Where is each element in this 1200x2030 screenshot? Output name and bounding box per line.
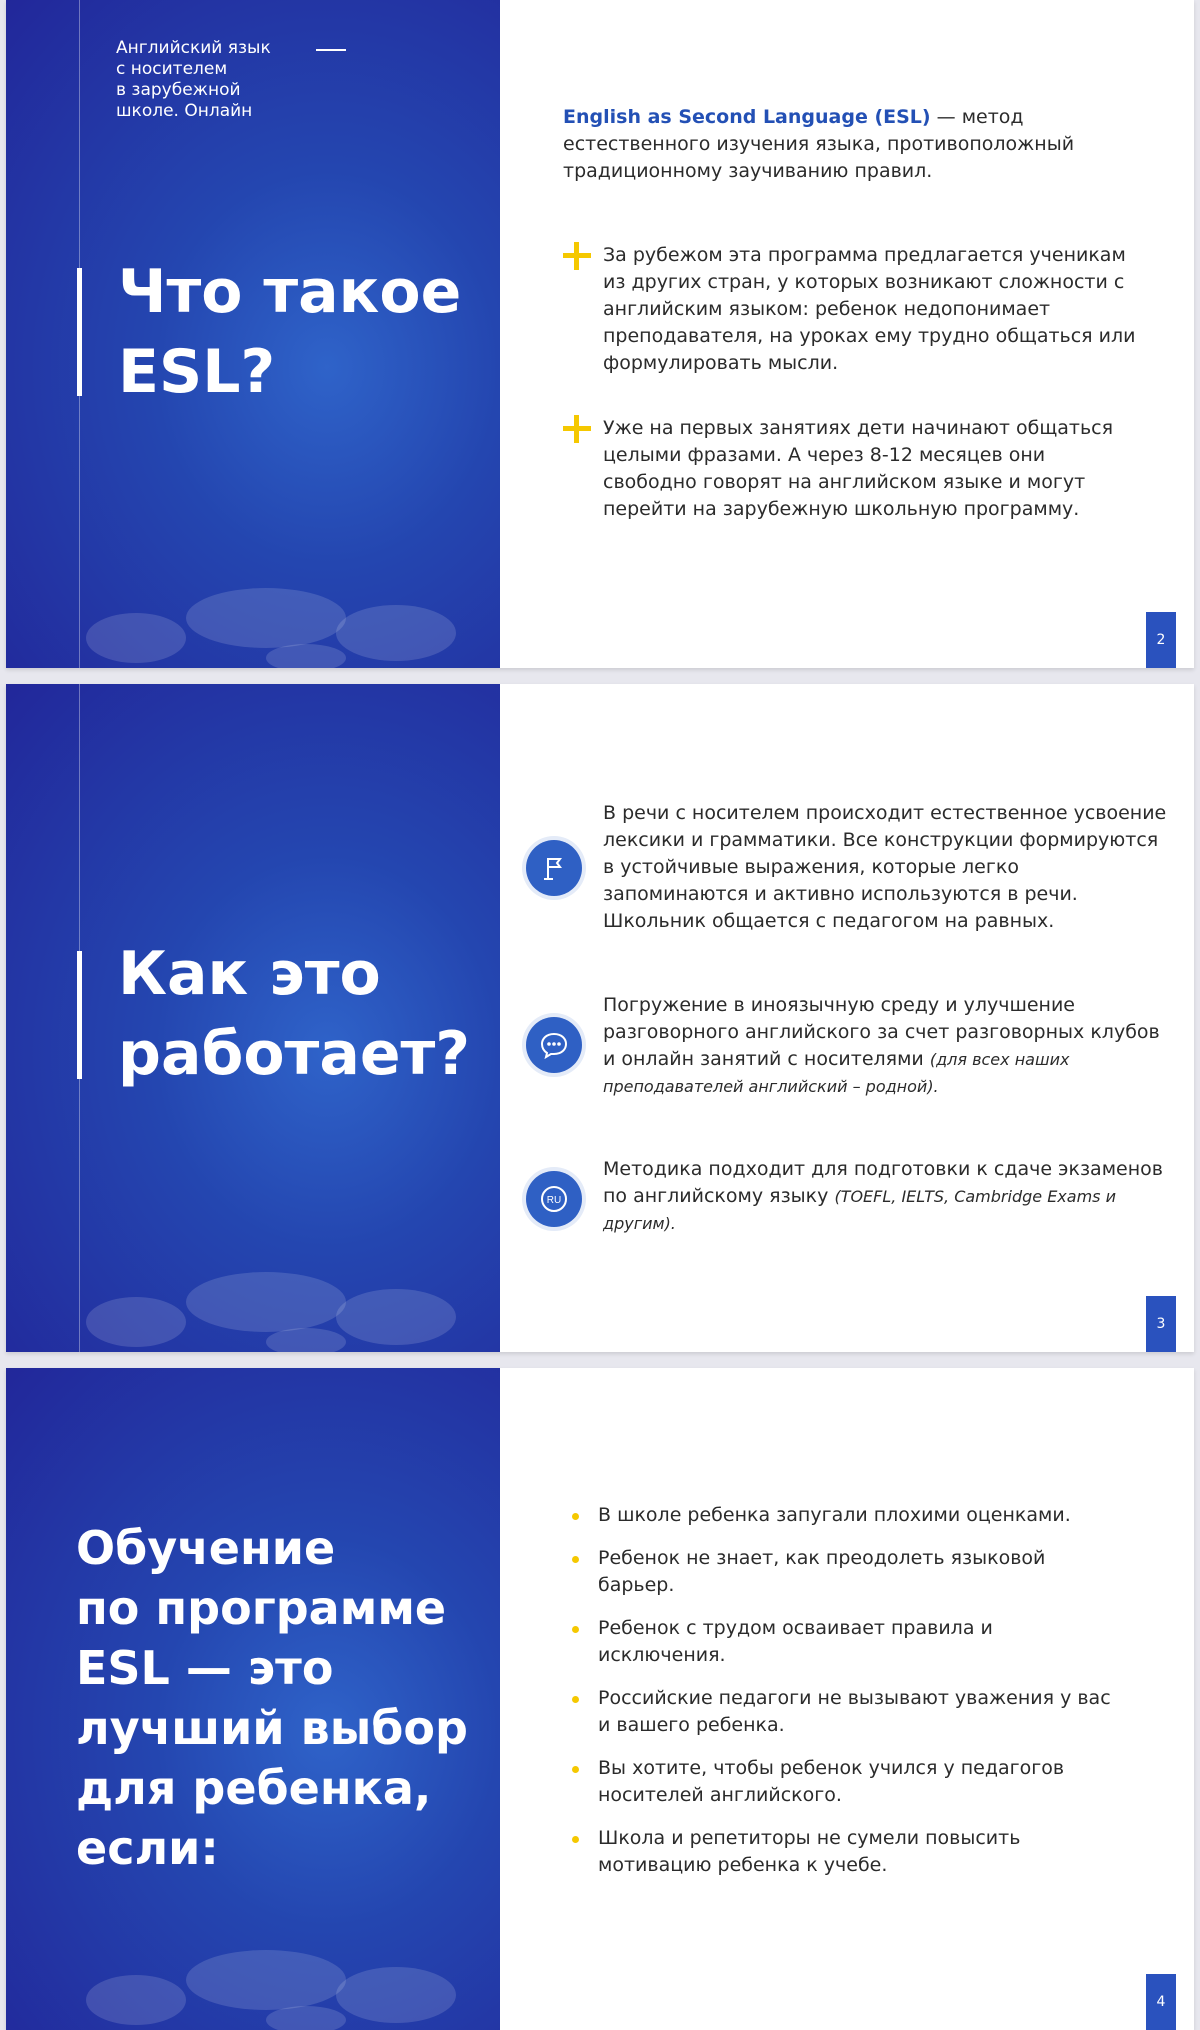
chat-bubble-icon xyxy=(526,1017,582,1073)
title-line: ESL — это xyxy=(76,1641,334,1695)
list-item: Ребенок не знает, как преодолеть языковой барьер. xyxy=(566,1545,1126,1599)
feature-text xyxy=(603,992,1168,1100)
feature-note: (TOEFL, IELTS, Cambridge Exams и другим). xyxy=(603,1187,1116,1233)
title-line: работает? xyxy=(118,1019,471,1089)
feature-note: (для всех наших преподавателей английский – родной). xyxy=(603,1050,1070,1096)
plus-icon xyxy=(563,415,591,443)
title-line: если: xyxy=(76,1821,219,1875)
feature-text xyxy=(603,800,1168,935)
reasons-list xyxy=(566,1502,1126,1879)
title-accent-bar xyxy=(77,951,82,1079)
slide-how-it-works xyxy=(6,684,1194,1352)
intro-paragraph xyxy=(563,104,1153,185)
title-line: лучший выбор xyxy=(76,1701,468,1755)
feature-main-text: В речи с носителем происходит естественное усвоение лексики и грамматики. Все конструкции формируются в устойчивые выражения, которые легко запоминаются и активно используются в речи. Школьник общается с педагогом на равных. xyxy=(603,802,1167,932)
title-line: по программе xyxy=(76,1581,447,1635)
title-line: Обучение xyxy=(76,1521,336,1575)
title-accent-bar xyxy=(77,268,82,396)
header-caption xyxy=(116,38,306,122)
page-number: 4 xyxy=(1146,1974,1176,2030)
list-item: Российские педагоги не вызывают уважения у вас и вашего ребенка. xyxy=(566,1685,1126,1739)
list-item: Ребенок с трудом осваивает правила и исключения. xyxy=(566,1615,1126,1669)
feature-text xyxy=(603,1156,1168,1237)
world-map-dots xyxy=(76,1242,476,1352)
title-line: Что такое xyxy=(118,257,462,327)
world-map-dots xyxy=(76,1920,476,2030)
page-number: 3 xyxy=(1146,1296,1176,1352)
intro-text: — метод естественного изучения языка, противоположный традиционному заучиванию правил. xyxy=(563,106,1075,182)
plus-icon xyxy=(563,242,591,270)
header-line: с носителем xyxy=(116,59,228,79)
ru-badge-icon xyxy=(526,1171,582,1227)
slide-title xyxy=(76,1518,468,1878)
slide-what-is-esl xyxy=(6,0,1194,668)
slide-title xyxy=(118,252,461,412)
feature-main-text: Погружение в иноязычную среду и улучшение разговорного английского за счет разговорных клубов и онлайн занятий с носителями xyxy=(603,994,1160,1070)
slide-left-panel xyxy=(6,1368,500,2030)
feature-main-text: Методика подходит для подготовки к сдаче экзаменов по английскому языку xyxy=(603,1158,1163,1207)
header-line: в зарубежной xyxy=(116,80,241,100)
title-line: для ребенка, xyxy=(76,1761,432,1815)
slide-left-panel xyxy=(6,0,500,668)
flag-icon xyxy=(526,840,582,896)
title-line: ESL? xyxy=(118,337,276,407)
list-item: В школе ребенка запугали плохими оценками. xyxy=(566,1502,1126,1529)
list-item: Школа и репетиторы не сумели повысить мотивацию ребенка к учебе. xyxy=(566,1825,1126,1879)
esl-term: English as Second Language (ESL) xyxy=(563,106,931,128)
header-line: школе. Онлайн xyxy=(116,101,253,121)
world-map-dots xyxy=(76,558,476,668)
slide-title xyxy=(118,934,470,1094)
plus-point-text: Уже на первых занятиях дети начинают общаться целыми фразами. А через 8-12 месяцев они свободно говорят на английском языке и могут перейти на зарубежную школьную программу. xyxy=(603,417,1114,520)
list-item: Вы хотите, чтобы ребенок учился у педагогов носителей английского. xyxy=(566,1755,1126,1809)
title-line: Как это xyxy=(118,939,381,1009)
slide-best-choice xyxy=(6,1368,1194,2030)
plus-point-text: За рубежом эта программа предлагается ученикам из других стран, у которых возникают сложности с английским языком: ребенок недопонимает преподавателя, на уроках ему трудно общаться или формулировать мысли. xyxy=(603,244,1136,374)
svg-text:RU: RU xyxy=(546,1195,562,1206)
header-line: Английский язык xyxy=(116,38,271,58)
header-dash xyxy=(316,49,346,51)
page-number: 2 xyxy=(1146,612,1176,668)
slide-left-panel xyxy=(6,684,500,1352)
